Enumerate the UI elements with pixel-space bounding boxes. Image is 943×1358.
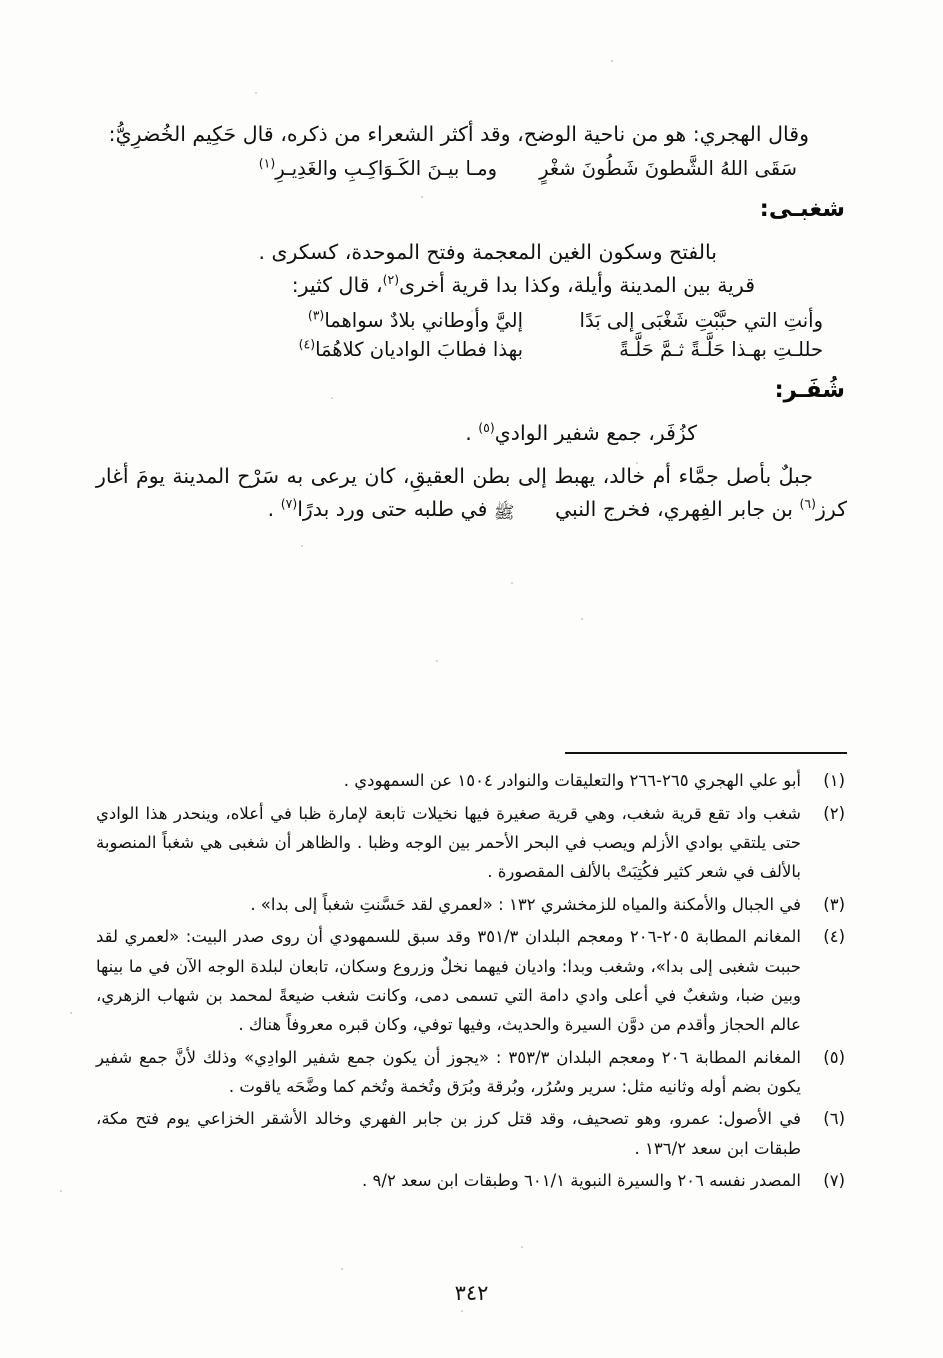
footnote-marker-6[interactable]: (٦) <box>799 496 817 512</box>
footnote-separator-rule <box>565 752 847 754</box>
footnote-item <box>96 1166 847 1195</box>
shufar-description-tail: . <box>267 497 281 522</box>
shaghba-definition-text: قرية بين المدينة وأيلة، وكذا بدا قرية أخرى <box>399 273 755 298</box>
shufar-description-part-1: جبلٌ بأصل جمَّاء أم خالد، يهبط إلى بطن العقيقِ، كان يرعى به سَرْح المدينة يومَ أغار كرز <box>96 463 847 522</box>
footnote-item <box>96 766 847 795</box>
footnote-marker-2[interactable]: (٢) <box>382 272 400 288</box>
footnote-text: في الأصول: عمرو، وهو تصحيف، وقد قتل كرز بن جابر الفهري وخالد الأشقر الخزاعي يوم فتح مكة، طبقات ابن سعد ١٣٦/٢ . <box>96 1109 801 1158</box>
shufar-gloss-tail: . <box>465 420 479 445</box>
sallallahu-alayhi-wasallam-icon: ﷺ <box>493 503 515 524</box>
footnote-item <box>96 890 847 919</box>
footnote-text: المغانم المطابة ٢٠٥-٢٠٦ ومعجم البلدان ٣٥١/٣ وقد سبق للسمهودي أن روى صدر البيت: «لعمري لقد حببت شغبى إلى بدا»، وشغب وبدا: واديان فيهما نخلٌ وزروع وسكان، تابعان لبلدة الوجه الآن في ما بينها وبين ضبا، وشغبٌ في أعلى وادي دامة التي تسمى دمى، وكانت شغب ضيعةً لمحمد بن شهاب الزهري، عالم الحجاز وأقدم من دوَّن السيرة والحديث، وفيها توفي، وكان قبره معروفاً هناك . <box>96 927 801 1035</box>
shaghba-definition-tail: ، قال كثير: <box>291 273 383 298</box>
headword-shufar-text: شُفَـر <box>783 376 845 403</box>
scan-speck <box>301 545 303 547</box>
scan-speck <box>436 660 438 662</box>
footnote-number: (٦) <box>823 1109 845 1129</box>
footnote-marker-3[interactable]: (٣) <box>307 307 325 323</box>
verse-1-hemistich-a: سَقَى اللهُ الشَّطونَ شَطُونَ شغْرٍ <box>539 157 797 181</box>
shufar-description-part-2: بن جابر الفِهري، فخرج النبي <box>548 497 800 522</box>
shaghba-vocalization: بالفتح وسكون الغين المعجمة وفتح الموحدة، كسكرى . <box>258 240 717 265</box>
headword-shufar <box>96 377 847 403</box>
verse-2-hemistich-b-text: إليَّ وأوطاني بلادٌ سواهما <box>324 308 523 332</box>
footnote-number: (١) <box>823 771 845 791</box>
scan-speck <box>255 92 257 94</box>
verse-line-2 <box>96 309 847 332</box>
scan-speck <box>521 1246 523 1248</box>
shufar-gloss-text: كزُفَر، جمع شفير الوادي <box>494 420 697 445</box>
footnote-number: (٥) <box>823 1047 845 1067</box>
footnote-item <box>96 799 847 887</box>
footnote-item <box>96 1104 847 1163</box>
page-body <box>96 118 847 530</box>
footnote-text: أبو علي الهجري ٢٦٥-٢٦٦ والتعليقات والنوادر ١٥٠٤ عن السمهودي . <box>343 771 801 791</box>
footnote-number: (٢) <box>823 803 845 823</box>
headword-shaghba <box>96 196 847 222</box>
headword-shaghba-colon: : <box>759 196 769 223</box>
footnote-text: في الجبال والأمكنة والمياه للزمخشري ١٣٢ : «لعمري لقد حَسَّنتِ شغباً إلى بدا» . <box>250 894 801 914</box>
shufar-description <box>96 460 847 526</box>
footnotes-section <box>96 752 847 1198</box>
verse-3-hemistich-b <box>223 338 523 361</box>
scan-speck <box>611 60 613 62</box>
scan-speck <box>341 1268 343 1270</box>
verse-3-hemistich-a: حللـتِ بهـذا حَلَّـةً ثـمَّ حَلَّـةً <box>619 337 823 361</box>
scan-speck <box>511 582 513 584</box>
verse-line-3 <box>96 338 847 361</box>
scan-speck <box>60 1190 62 1192</box>
footnote-number: (٤) <box>823 927 845 947</box>
scan-speck <box>581 618 583 620</box>
footnote-text: المصدر نفسه ٢٠٦ والسيرة النبوية ٦٠١/١ وطبقات ابن سعد ٩/٢ . <box>362 1171 801 1191</box>
headword-shaghba-text: شغبـى <box>768 196 845 223</box>
intro-paragraph: وقال الهجري: هو من ناحية الوضح، وقد أكثر الشعراء من ذكره، قال حَكِيم الخُضرِيُّ: <box>108 122 809 146</box>
footnote-marker-7[interactable]: (٧) <box>280 496 298 512</box>
footnote-item <box>96 922 847 1039</box>
footnote-marker-4[interactable]: (٤) <box>298 336 316 352</box>
scan-speck <box>461 1310 463 1312</box>
verse-line-1 <box>96 157 847 180</box>
shufar-gloss <box>96 417 847 450</box>
verse-1-hemistich-b-text: ومـا بيـنَ الكَـوَاكِـبِ والغَدِيـرِ <box>275 157 497 181</box>
footnote-number: (٣) <box>823 894 845 914</box>
shufar-description-part-3: في طلبه حتى ورد بدرًا <box>297 497 494 522</box>
footnote-text: المغانم المطابة ٢٠٦ ومعجم البلدان ٣٥٣/٣ : «يجوز أن يكون جمع شفير الوادِي» وذلك لأنَّ جمع شفير يكون بضم أوله وثانيه مثل: سرير وسُرُر، وبُرقة وبُرَق وتُخمة وتُخم كما وضَّحَه ياقوت . <box>96 1047 801 1096</box>
footnote-marker-1[interactable]: (١) <box>258 155 276 171</box>
footnote-text: شغب واد تقع قرية شغب، وهي قرية صغيرة فيها نخيلات تابعة لإمارة ظبا في أعلاه، وينحدر هذا الوادي حتى يلتقي بوادي الأزلم ويصب في البحر الأحمر بين الوجه وظبا . والظاهر أن شغبى هي شغباً المنصوبة بالألف في شعر كثير فكُتِبَتْ بالألف المقصورة . <box>96 803 801 882</box>
verse-3-hemistich-b-text: بهذا فطابَ الواديان كلاهُمَا <box>315 337 523 361</box>
footnote-item <box>96 1043 847 1102</box>
footnote-marker-5[interactable]: (٥) <box>478 419 495 435</box>
page-number: ٣٤٢ <box>454 1281 489 1305</box>
verse-2-hemistich-a: وأنتِ التي حبَّبْتِ شَغْبَى إلى بَدًا <box>579 308 823 332</box>
scan-speck <box>70 1012 72 1014</box>
footnote-number: (٧) <box>823 1171 845 1191</box>
headword-shufar-colon: : <box>774 376 784 403</box>
verse-2-hemistich-b <box>223 309 523 332</box>
verse-1-hemistich-b <box>197 157 497 180</box>
shaghba-definition <box>96 269 847 302</box>
